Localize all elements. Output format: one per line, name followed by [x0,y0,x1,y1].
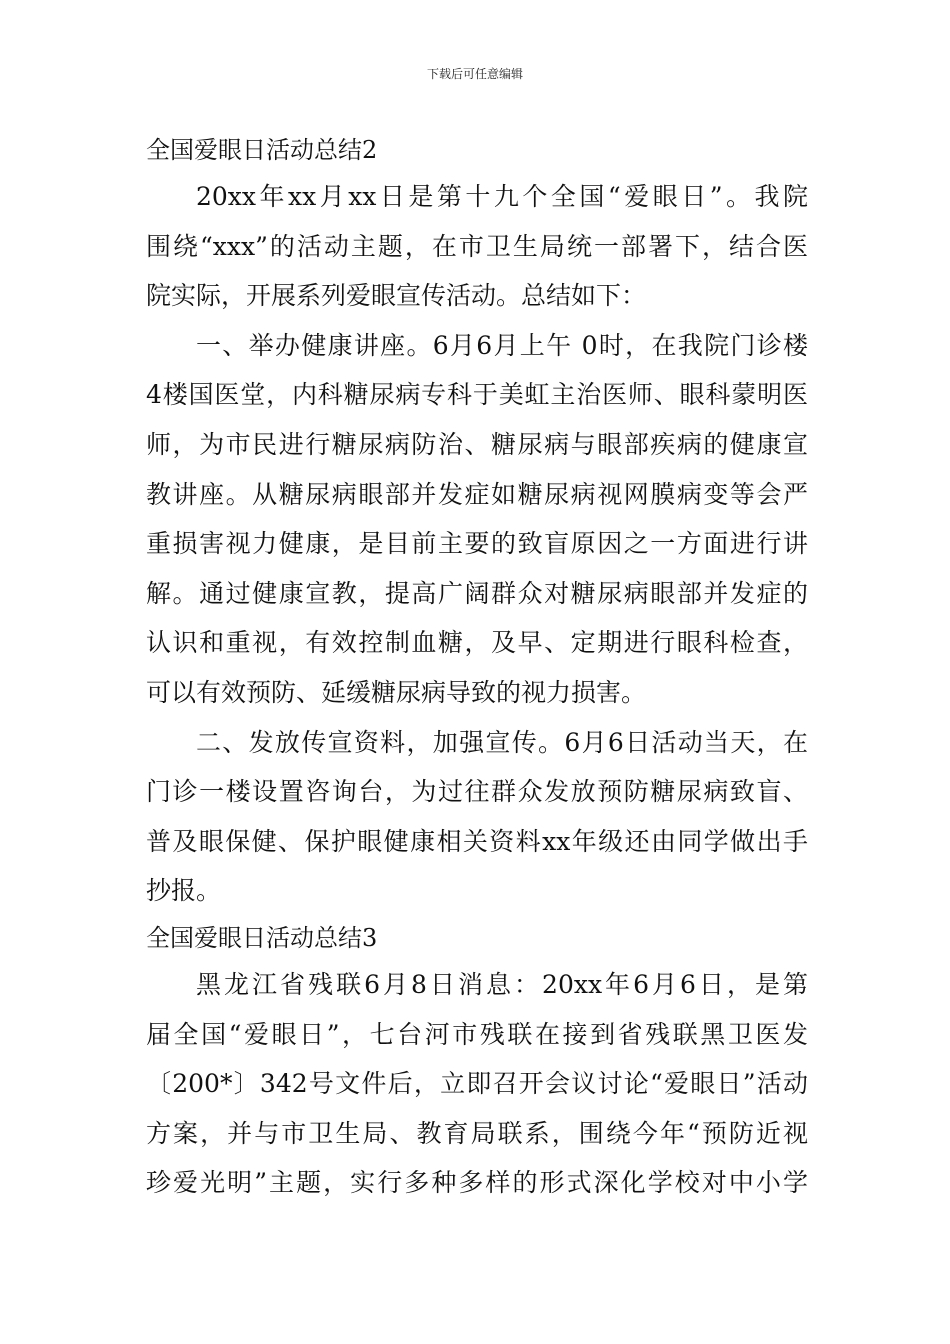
paragraph-line: 黑龙江省残联6月8日消息：20xx年6月6日，是第 [196,969,808,999]
document-body [146,128,808,1208]
paragraph-line: 普及眼保健、保护眼健康相关资料xx年级还由同学做出手 [146,826,808,856]
paragraph-line: 教讲座。从糖尿病眼部并发症如糖尿病视网膜病变等会严 [146,479,808,509]
paragraph-line: 二、发放传宣资料，加强宣传。6月6日活动当天，在 [196,727,808,757]
section-heading: 全国爱眼日活动总结2 [146,136,378,164]
paragraph-line: 重损害视力健康，是目前主要的致盲原因之一方面进行讲 [146,529,808,559]
paragraph-line: 门诊一楼设置咨询台，为过往群众发放预防糖尿病致盲、 [146,777,808,807]
paragraph-line: 珍爱光明”主题，实行多种多样的形式深化学校对中小学 [146,1168,808,1198]
paragraph-line: 可以有效预防、延缓糖尿病导致的视力损害。 [146,677,647,707]
paragraph-line: 一、举办健康讲座。6月6月上午 0时，在我院门诊楼 [196,330,808,360]
paragraph-line: 解。通过健康宣教，提高广阔群众对糖尿病眼部并发症的 [146,578,808,608]
paragraph-line: 院实际，开展系列爱眼宣传活动。总结如下： [146,281,647,311]
paragraph-line: 抄报。 [146,876,222,906]
paragraph-line: 方案，并与市卫生局、教育局联系，围绕今年“预防近视 [146,1118,808,1148]
page-header-note: 下载后可任意编辑 [426,67,523,81]
paragraph-line: 围绕“xxx”的活动主题，在市卫生局统一部署下，结合医 [146,231,808,261]
paragraph-line: 20xx年xx月xx日是第十九个全国“爱眼日”。我院 [196,182,808,211]
paragraph-line: 届全国“爱眼日”，七台河市残联在接到省残联黑卫医发 [146,1019,808,1049]
section-heading: 全国爱眼日活动总结3 [146,923,378,952]
paragraph-line: 师，为市民进行糖尿病防治、糖尿病与眼部疾病的健康宣 [146,429,808,459]
paragraph-line: 〔200*〕342号文件后，立即召开会议讨论“爱眼日”活动 [146,1069,808,1099]
paragraph-line: 4楼国医堂，内科糖尿病专科于美虹主治医师、眼科蒙明医 [146,380,808,410]
paragraph-line: 认识和重视，有效控制血糖，及早、定期进行眼科检查， [146,628,808,658]
